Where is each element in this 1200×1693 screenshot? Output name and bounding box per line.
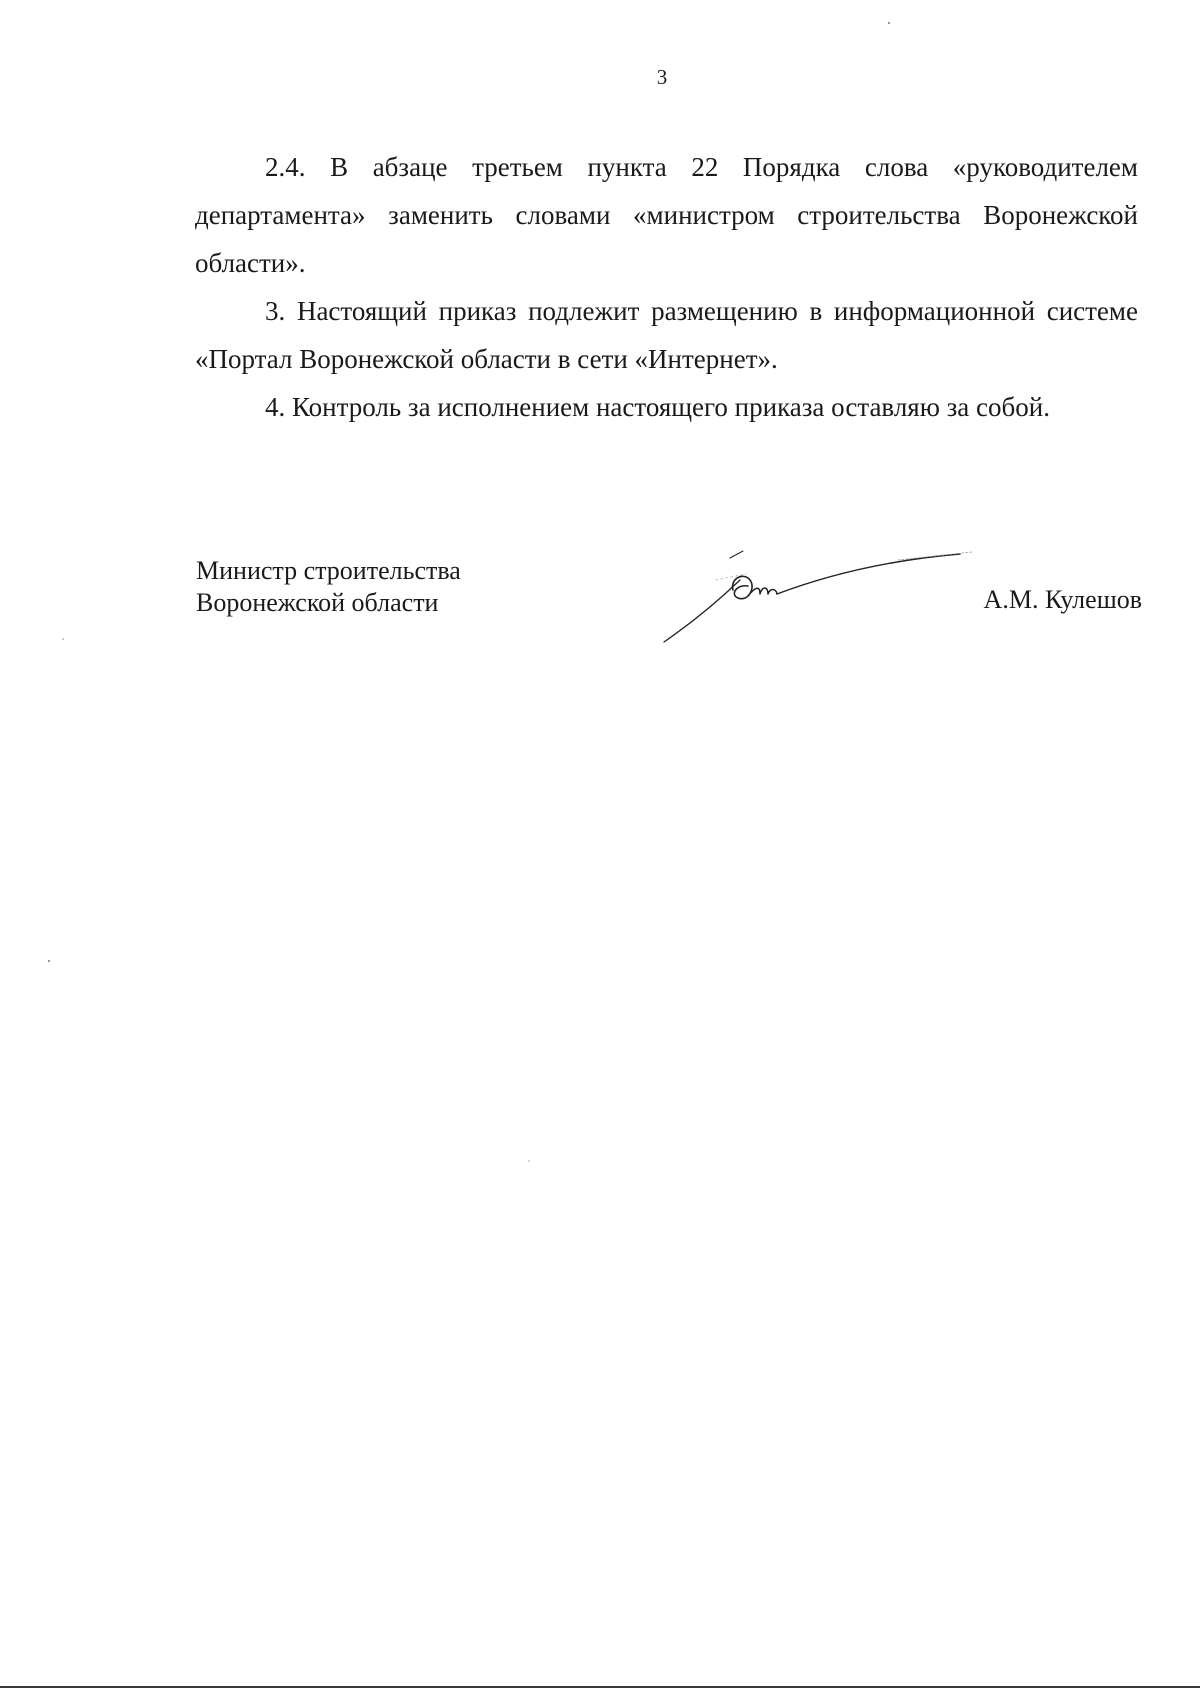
scan-speck — [48, 960, 50, 962]
signatory-position-line-2: Воронежской области — [196, 588, 439, 617]
scan-speck — [62, 638, 64, 640]
signatory-position — [196, 555, 461, 619]
document-body — [195, 143, 1138, 431]
signatory-position-line-1: Министр строительства — [196, 556, 461, 585]
paragraph-3: 3. Настоящий приказ подлежит размещению в информационной системе «Портал Воронежской области в сети «Интернет». — [195, 296, 1138, 374]
handwritten-signature — [660, 550, 980, 650]
paragraph-4: 4. Контроль за исполнением настоящего приказа оставляю за собой. — [265, 392, 1050, 422]
page-number: 3 — [656, 65, 668, 89]
paragraph-2-4: 2.4. В абзаце третьем пункта 22 Порядка слова «руководителем департамента» заменить словами «министром строительства Воронежской области». — [195, 152, 1138, 278]
signatory-name: А.М. Кулешов — [983, 585, 1142, 614]
scan-edge-line — [0, 1686, 1200, 1688]
scan-speck — [888, 22, 890, 24]
scan-speck — [528, 1160, 530, 1162]
